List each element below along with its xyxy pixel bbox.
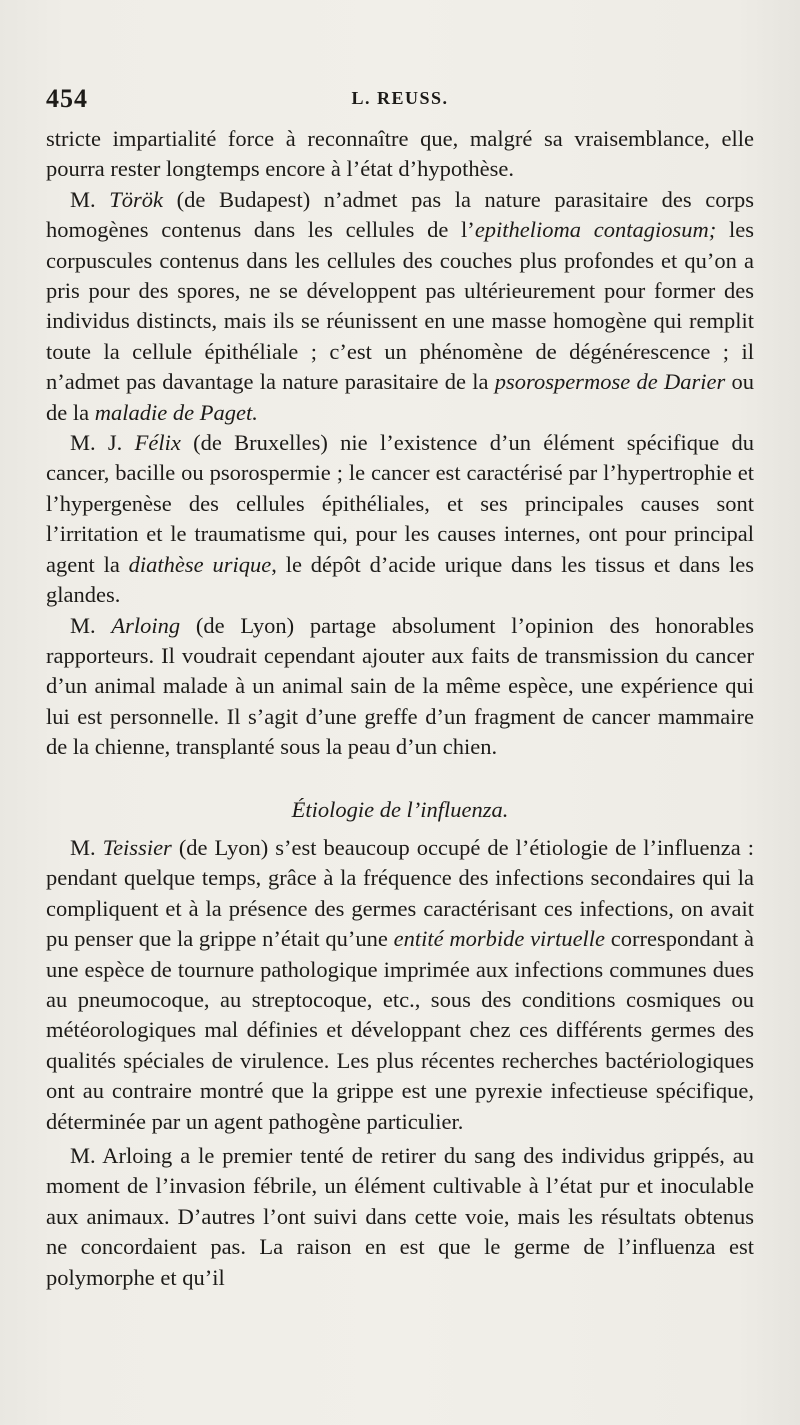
paragraph-arloing-influenza: M. Arloing a le premier tenté de retirer du sang des individus grippés, au moment de l’invasion fébrile, un élément cultivable à l’état pur et inoculable aux animaux. D’autres l’ont suivi dans cette voie, mais les résultats obtenus ne concordaient pas. La raison en est que le germe de l’influenza est polymorphe et qu’il	[46, 1143, 754, 1290]
paragraph-arloing	[46, 611, 754, 763]
text-body	[46, 124, 754, 1293]
text-run: (de Bruxelles) nie l’existence d’un élément spécifique du cancer, bacille ou psorospermie ; le cancer est caractérisé par l’hypertrophie et l’hypergenèse des cellules épithéliales, et ses principales causes sont l’irritation et le traumatisme qui, pour les causes internes, ont pour principal agent la	[46, 430, 755, 577]
text-run: (de Lyon) s’est beaucoup occupé de l’étiologie de l’influenza : pendant quelque temps, grâce à la fréquence des infections secondaires qui la compliquent et à la présence des germes caractérisant ces infections, on avait pu penser que la grippe n’était qu’une	[46, 834, 754, 952]
italic-term: diathèse urique	[128, 551, 272, 577]
person-name: Török	[109, 186, 164, 212]
text-run: les corpuscules contenus dans les cellules des couches plus profondes et qu’on a pris pour des spores, ne se développent pas ultérieurement pour former des individus distincts, mais ils se réunissent en une masse homogène qui remplit toute la cellule épithéliale ; c’est un phénomène de dégénérescence ; il n’admet pas davantage la nature parasitaire de la	[46, 217, 754, 395]
text-run: M.	[70, 186, 110, 212]
text-run: ou de la	[46, 369, 755, 425]
text-run: correspondant à une espèce de tournure pathologique imprimée aux infections communes dues au pneumocoque, au streptocoque, etc., sous des conditions cosmiques ou météorologiques mal définies et développant chez ces différents germes des qualités spéciales de virulence. Les plus récentes recherches bactériologiques ont au contraire montré que la grippe est une pyrexie infectieuse spécifique, déterminée par un agent pathogène particulier.	[46, 926, 754, 1134]
text-run: M. J.	[70, 430, 135, 456]
italic-term: psorospermose de Darier	[494, 369, 726, 395]
italic-term: maladie de Paget.	[94, 399, 258, 425]
section-title: Étiologie de l’influenza.	[291, 796, 509, 822]
paragraph-torok	[46, 185, 754, 428]
person-name: Teissier	[102, 834, 172, 860]
person-name: Arloing	[111, 612, 181, 638]
page-header	[46, 84, 754, 118]
running-head: L. REUSS.	[351, 88, 449, 108]
text-run: M.	[70, 834, 103, 860]
italic-term: epithelioma contagiosum;	[474, 217, 717, 243]
text-run: , le dépôt d’acide urique dans les tissus et dans les glandes.	[46, 551, 754, 608]
text-run: (de Lyon) partage absolument l’opinion des honorables rapporteurs. Il voudrait cependant ajouter aux faits de transmission du cancer d’un animal malade à un animal sain de la même espèce, une expérience qui lui est personnelle. Il s’agit d’une greffe d’un fragment de cancer mammaire de la chienne, transplanté sous la peau d’un chien.	[46, 612, 755, 760]
text-run: (de Budapest) n’admet pas la nature parasitaire des corps homogènes contenus dans les cellules de l’	[46, 186, 755, 243]
page-number: 454	[46, 84, 88, 113]
paragraph-felix	[46, 428, 754, 610]
text-run: M.	[70, 612, 112, 638]
paragraph-continuation: stricte impartialité force à reconnaître que, malgré sa vraisemblance, elle pourra rester longtemps encore à l’état d’hypothèse.	[46, 126, 754, 182]
italic-term: entité morbide virtuelle	[393, 926, 606, 952]
person-name: Félix	[134, 430, 181, 456]
paragraph-teissier	[46, 833, 754, 1137]
